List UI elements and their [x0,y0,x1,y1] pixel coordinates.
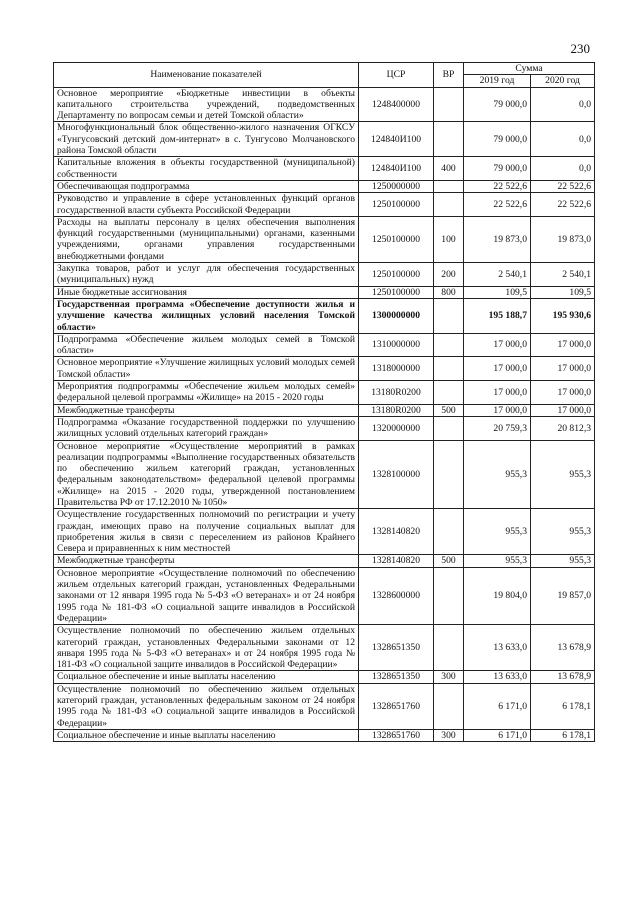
row-2020-cell: 195 930,6 [531,298,595,333]
header-2019: 2019 год [464,75,531,87]
row-2020-cell: 22 522,6 [531,180,595,192]
row-code-cell: 1250100000 [359,216,434,262]
header-vr: ВР [434,63,464,88]
row-2019-cell: 17 000,0 [464,381,531,405]
row-2019-cell: 6 171,0 [464,683,531,729]
row-2019-cell: 79 000,0 [464,87,531,122]
row-2020-cell: 955,3 [531,440,595,509]
table-row [54,286,595,298]
row-2019-cell: 22 522,6 [464,180,531,192]
table-row [54,440,595,509]
row-name-cell: Межбюджетные трансферты [54,555,359,567]
row-vr-cell [434,180,464,192]
row-name-cell: Основное мероприятие «Бюджетные инвестиции в объекты капитального строительства учреждений, подведомственных Департаменту по вопросам семьи и детей Томской области» [54,87,359,122]
row-2020-cell: 17 000,0 [531,404,595,416]
row-vr-cell [434,122,464,157]
row-vr-cell [434,333,464,357]
row-code-cell: 1320000000 [359,416,434,440]
row-name-cell: Осуществление полномочий по обеспечению жильем отдельных категорий граждан, установленных Федеральными законами от 12 января 1995 года № 5-ФЗ «О ветеранах» и от 24 ноября 1995 года № 181-ФЗ «О социальной защите инвалидов в Российской Федерации» [54,625,359,671]
row-code-cell: 1250100000 [359,193,434,217]
row-vr-cell [434,381,464,405]
row-2020-cell: 17 000,0 [531,333,595,357]
row-2020-cell: 17 000,0 [531,357,595,381]
row-vr-cell: 300 [434,671,464,683]
row-2019-cell: 955,3 [464,555,531,567]
header-name: Наименование показателей [54,63,359,88]
table-row [54,729,595,741]
row-vr-cell: 500 [434,404,464,416]
row-2020-cell: 20 812,3 [531,416,595,440]
row-2019-cell: 195 188,7 [464,298,531,333]
table-row [54,216,595,262]
row-code-cell: 124840И100 [359,157,434,181]
row-vr-cell: 200 [434,263,464,287]
table-row [54,404,595,416]
table-row [54,333,595,357]
table-row [54,683,595,729]
row-2019-cell: 19 873,0 [464,216,531,262]
row-vr-cell [434,440,464,509]
table-row [54,193,595,217]
row-2019-cell: 13 633,0 [464,671,531,683]
row-name-cell: Обеспечивающая подпрограмма [54,180,359,192]
header-sum: Сумма [464,63,595,75]
table-row [54,298,595,333]
table-row [54,263,595,287]
row-2019-cell: 17 000,0 [464,333,531,357]
row-name-cell: Осуществление государственных полномочий по регистрации и учету граждан, имеющих право на получение социальных выплат для приобретения жилья в связи с переселением из районов Крайнего Севера и приравненных к ним местностей [54,509,359,555]
row-code-cell: 1328651760 [359,683,434,729]
row-name-cell: Закупка товаров, работ и услуг для обеспечения государственных (муниципальных) нужд [54,263,359,287]
row-2020-cell: 6 178,1 [531,683,595,729]
row-code-cell: 1248400000 [359,87,434,122]
row-2019-cell: 79 000,0 [464,157,531,181]
row-2019-cell: 955,3 [464,509,531,555]
row-2020-cell: 955,3 [531,555,595,567]
budget-table [53,62,595,742]
row-code-cell: 1328651350 [359,671,434,683]
table-row [54,509,595,555]
table-row [54,625,595,671]
row-name-cell: Расходы на выплаты персоналу в целях обеспечения выполнения функций государственными (муниципальными) органами, казенными учреждениями, органами управления государственными внебюджетными фондами [54,216,359,262]
row-name-cell: Капитальные вложения в объекты государственной (муниципальной) собственности [54,157,359,181]
table-row [54,157,595,181]
row-2019-cell: 955,3 [464,440,531,509]
row-code-cell: 1328651760 [359,729,434,741]
row-code-cell: 1328100000 [359,440,434,509]
row-name-cell: Государственная программа «Обеспечение доступности жилья и улучшение качества жилищных условий населения Томской области» [54,298,359,333]
row-code-cell: 1328600000 [359,567,434,624]
row-name-cell: Иные бюджетные ассигнования [54,286,359,298]
row-code-cell: 13180R0200 [359,404,434,416]
page-number: 230 [570,41,590,56]
row-name-cell: Осуществление полномочий по обеспечению жильем отдельных категорий граждан, установленных федеральным законом от 24 ноября 1995 года № 181-ФЗ «О социальной защите инвалидов в Российской Федерации» [54,683,359,729]
row-2020-cell: 19 857,0 [531,567,595,624]
row-name-cell: Основное мероприятие «Осуществление полномочий по обеспечению жильем отдельных категорий граждан, установленных Федеральными законами от 12 января 1995 года № 5-ФЗ «О ветеранах» и от 24 ноября 1995 года № 181-ФЗ «О социальной защите инвалидов в Российской Федерации» [54,567,359,624]
row-code-cell: 1250100000 [359,286,434,298]
row-2019-cell: 17 000,0 [464,357,531,381]
row-2019-cell: 109,5 [464,286,531,298]
row-vr-cell: 300 [434,729,464,741]
row-vr-cell: 400 [434,157,464,181]
row-code-cell: 13180R0200 [359,381,434,405]
table-row [54,357,595,381]
row-name-cell: Мероприятия подпрограммы «Обеспечение жильем молодых семей» федеральной целевой программы «Жилище» на 2015 - 2020 годы [54,381,359,405]
row-vr-cell [434,567,464,624]
row-vr-cell [434,683,464,729]
row-2019-cell: 17 000,0 [464,404,531,416]
row-code-cell: 1328140820 [359,509,434,555]
row-code-cell: 1250100000 [359,263,434,287]
row-name-cell: Межбюджетные трансферты [54,404,359,416]
row-2020-cell: 0,0 [531,157,595,181]
row-2020-cell: 6 178,1 [531,729,595,741]
row-vr-cell [434,416,464,440]
row-2019-cell: 13 633,0 [464,625,531,671]
row-vr-cell [434,357,464,381]
row-name-cell: Социальное обеспечение и иные выплаты населению [54,729,359,741]
row-2020-cell: 13 678,9 [531,625,595,671]
row-name-cell: Руководство и управление в сфере установленных функций органов государственной власти субъекта Российской Федерации [54,193,359,217]
row-2019-cell: 2 540,1 [464,263,531,287]
row-code-cell: 1328651350 [359,625,434,671]
row-2020-cell: 17 000,0 [531,381,595,405]
row-2019-cell: 22 522,6 [464,193,531,217]
table-row [54,381,595,405]
header-code: ЦСР [359,63,434,88]
row-vr-cell: 500 [434,555,464,567]
row-vr-cell [434,87,464,122]
row-vr-cell [434,509,464,555]
header-2020: 2020 год [531,75,595,87]
row-vr-cell [434,625,464,671]
row-name-cell: Социальное обеспечение и иные выплаты населению [54,671,359,683]
row-name-cell: Подпрограмма «Обеспечение жильем молодых семей в Томской области» [54,333,359,357]
row-vr-cell [434,298,464,333]
row-code-cell: 1250000000 [359,180,434,192]
row-code-cell: 1328140820 [359,555,434,567]
row-2019-cell: 79 000,0 [464,122,531,157]
row-vr-cell: 100 [434,216,464,262]
row-vr-cell [434,193,464,217]
row-2020-cell: 0,0 [531,87,595,122]
row-2020-cell: 13 678,9 [531,671,595,683]
table-row [54,671,595,683]
row-2019-cell: 6 171,0 [464,729,531,741]
row-2019-cell: 20 759,3 [464,416,531,440]
row-2020-cell: 955,3 [531,509,595,555]
table-row [54,122,595,157]
row-2020-cell: 0,0 [531,122,595,157]
table-row [54,87,595,122]
table-row [54,567,595,624]
row-code-cell: 1318000000 [359,357,434,381]
row-code-cell: 1310000000 [359,333,434,357]
table-row [54,180,595,192]
row-name-cell: Подпрограмма «Оказание государственной поддержки по улучшению жилищных условий отдельных категорий граждан» [54,416,359,440]
row-name-cell: Основное мероприятие «Улучшение жилищных условий молодых семей Томской области» [54,357,359,381]
table-row [54,555,595,567]
row-2020-cell: 22 522,6 [531,193,595,217]
row-code-cell: 1300000000 [359,298,434,333]
table-row [54,416,595,440]
row-vr-cell: 800 [434,286,464,298]
row-name-cell: Многофункциональный блок общественно-жилого назначения ОГКСУ «Тунгусовский детский дом-интернат» в с. Тунгусово Молчановского района Томской области [54,122,359,157]
row-2020-cell: 19 873,0 [531,216,595,262]
row-2019-cell: 19 804,0 [464,567,531,624]
row-2020-cell: 2 540,1 [531,263,595,287]
row-code-cell: 124840И100 [359,122,434,157]
row-2020-cell: 109,5 [531,286,595,298]
row-name-cell: Основное мероприятие «Осуществление мероприятий в рамках реализации подпрограммы «Выполнение государственных обязательств по обеспечению жильем категорий граждан, установленных федеральным законодательством» федеральной целевой программы «Жилище» на 2015 - 2020 годы, утвержденной постановлением Правительства РФ от 17.12.2010 № 1050» [54,440,359,509]
